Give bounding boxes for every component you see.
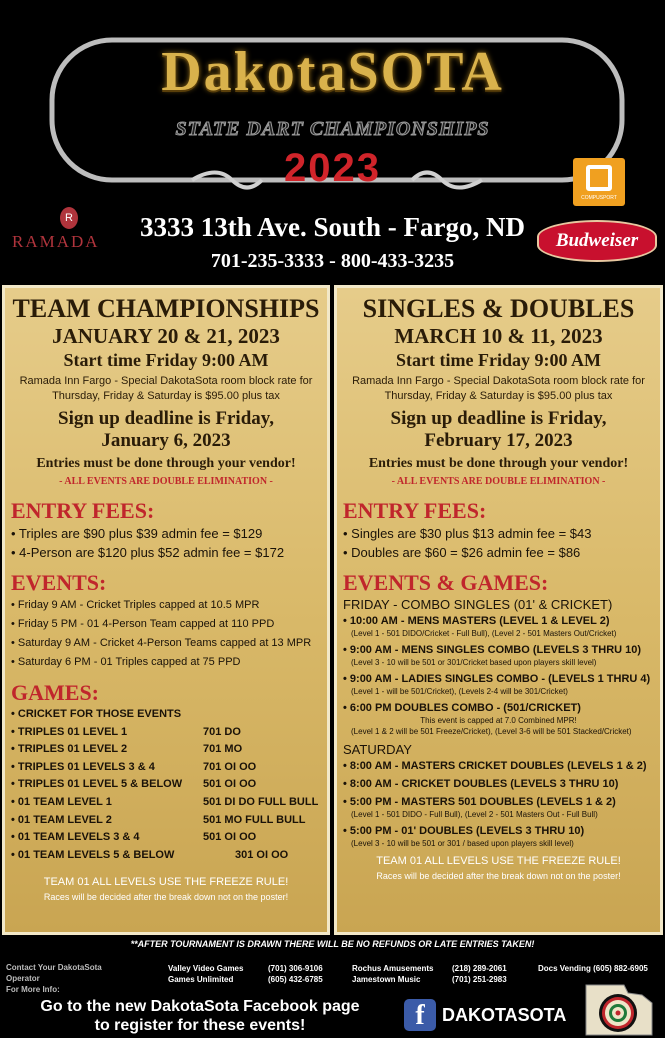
facebook-callout-line-2: to register for these events! [94, 1017, 306, 1034]
vendor-column [538, 963, 648, 974]
vendor-phone: (218) 289-2061 [452, 964, 507, 973]
saturday-event-title: • 5:00 PM - 01' DOUBLES (LEVELS 3 THRU 10) [343, 825, 585, 837]
contact-label-line-2: For More Info: [6, 985, 60, 994]
ramada-logo-text: RAMADA [12, 232, 100, 251]
game-name: • 01 TEAM LEVEL 2 [11, 813, 112, 826]
game-name: • 01 TEAM LEVEL 1 [11, 795, 112, 808]
budweiser-logo-text: Budweiser [555, 230, 639, 251]
game-name: • 01 TEAM LEVELS 3 & 4 [11, 831, 140, 844]
game-name: • 01 TEAM LEVELS 5 & BELOW [11, 848, 175, 861]
singles-fee-item: • Singles are $30 plus $13 admin fee = $43 [343, 526, 592, 541]
vendor-phone: (701) 251-2983 [452, 975, 507, 984]
friday-event-title: • 9:00 AM - LADIES SINGLES COMBO - (LEVELS 1 THRU 4) [343, 673, 651, 685]
saturday-event-title: • 5:00 PM - MASTERS 501 DOUBLES (LEVELS 1 & 2) [343, 796, 616, 808]
team-game-row [5, 724, 327, 742]
game-name: • TRIPLES 01 LEVEL 5 & BELOW [11, 778, 183, 791]
venue-address: 3333 13th Ave. South - Fargo, ND [139, 212, 525, 242]
game-code: 501 OI OO [203, 831, 257, 844]
vendor-column [268, 963, 323, 985]
friday-event-title: • 9:00 AM - MENS SINGLES COMBO (LEVELS 3 THRU 10) [343, 644, 642, 656]
team-game-row [5, 741, 327, 759]
game-code: 501 MO FULL BULL [203, 813, 306, 826]
team-game-row [5, 759, 327, 777]
team-games-heading: GAMES: [11, 680, 99, 705]
event-year: 2023 [284, 146, 381, 190]
singles-races-note: Races will be decided after the break down not on the poster! [376, 871, 621, 881]
team-dates: JANUARY 20 & 21, 2023 [52, 324, 280, 348]
friday-event-title: • 6:00 PM DOUBLES COMBO - (501/CRICKET) [343, 702, 581, 714]
facebook-callout-line-1: Go to the new DakotaSota Facebook page [40, 998, 360, 1015]
team-fee-item: • Triples are $90 plus $39 admin fee = $129 [11, 526, 263, 541]
game-code: 501 DI DO FULL BULL [203, 795, 319, 808]
footer [0, 935, 665, 1038]
singles-events-heading: EVENTS & GAMES: [343, 570, 549, 595]
team-hotel-info: Ramada Inn Fargo - Special DakotaSota room block rate for Thursday, Friday & Saturday is $95.00 plus tax [19, 375, 313, 402]
friday-event-detail: (Level 3 - 10 will be 501 or 301/Cricket based upon players skill level) [351, 658, 597, 667]
compusport-logo-text: COMPUSPORT [581, 195, 617, 201]
refund-policy-note: **AFTER TOURNAMENT IS DRAWN THERE WILL BE NO REFUNDS OR LATE ENTRIES TAKEN! [130, 939, 535, 949]
vendor-name: Games Unlimited [168, 975, 234, 984]
team-event-item: • Friday 9 AM - Cricket Triples capped at 10.5 MPR [11, 599, 260, 611]
team-game-row [5, 847, 327, 865]
team-events-heading: EVENTS: [11, 570, 107, 595]
game-code: 701 OI OO [203, 760, 257, 773]
saturday-label: SATURDAY [343, 742, 412, 757]
game-name: • CRICKET FOR THOSE EVENTS [11, 708, 182, 720]
vendor-phone: (701) 306-9106 [268, 964, 323, 973]
singles-fees-heading: ENTRY FEES: [343, 498, 487, 523]
subtitle: STATE DART CHAMPIONSHIPS [175, 118, 490, 140]
team-event-item: • Saturday 6 PM - 01 Triples capped at 75 PPD [11, 656, 241, 668]
singles-dates: MARCH 10 & 11, 2023 [394, 324, 603, 348]
contact-label-line-1: Contact Your DakotaSota Operator [6, 963, 102, 983]
game-code: 701 MO [203, 743, 243, 756]
game-name: • TRIPLES 01 LEVEL 1 [11, 725, 128, 738]
compusport-mark-icon [586, 165, 612, 191]
vendor-phone: (605) 432-6785 [268, 975, 323, 984]
singles-doubles-panel [334, 285, 663, 935]
vendor-name: Rochus Amusements [352, 964, 434, 973]
vendor-name: Docs Vending [538, 964, 591, 973]
vendor-column [168, 963, 243, 985]
vendor-name: Valley Video Games [168, 964, 244, 973]
facebook-icon[interactable]: f [404, 999, 436, 1031]
saturday-event-title: • 8:00 AM - CRICKET DOUBLES (LEVELS 3 THRU 10) [343, 778, 619, 790]
team-event-item: • Friday 5 PM - 01 4-Person Team capped at 110 PPD [11, 618, 275, 630]
vendor-column [352, 963, 434, 985]
vendor-name: Jamestown Music [352, 975, 421, 984]
singles-hotel-info: Ramada Inn Fargo - Special DakotaSota room block rate for Thursday, Friday & Saturday is $95.00 plus tax [352, 375, 645, 402]
game-name: • TRIPLES 01 LEVELS 3 & 4 [11, 760, 155, 773]
facebook-callout [0, 997, 400, 1035]
singles-vendor-note: Entries must be done through your vendor! [368, 456, 629, 471]
compusport-logo [573, 158, 625, 206]
team-races-note: Races will be decided after the break down not on the poster! [43, 892, 289, 903]
friday-event-detail: (Level 1 - will be 501/Cricket), (Levels 2-4 will be 301/Cricket) [351, 687, 568, 696]
singles-deadline-line-1: Sign up deadline is Friday, [390, 408, 607, 429]
team-title: TEAM CHAMPIONSHIPS [12, 294, 320, 323]
singles-fee-item: • Doubles are $60 = $26 admin fee = $86 [343, 545, 581, 560]
team-vendor-note: Entries must be done through your vendor! [36, 456, 296, 471]
vendor-phone: (605) 882-6905 [593, 964, 648, 973]
friday-event-detail: (Level 1 - 501 DIDO/Cricket - Full Bull), (Level 2 - 501 Masters Out/Cricket) [351, 629, 617, 638]
game-name: • TRIPLES 01 LEVEL 2 [11, 743, 128, 756]
contact-label [6, 962, 126, 995]
friday-label: FRIDAY - COMBO SINGLES (01' & CRICKET) [343, 597, 613, 612]
team-deadline-line-1: Sign up deadline is Friday, [58, 408, 274, 429]
team-game-row [5, 706, 327, 724]
saturday-event-detail: (Level 3 - 10 will be 501 or 301 / based upon players skill level) [351, 839, 574, 848]
team-elimination-note: - ALL EVENTS ARE DOUBLE ELIMINATION - [59, 476, 273, 487]
team-start-time: Start time Friday 9:00 AM [63, 350, 269, 370]
game-code: 701 DO [203, 725, 241, 738]
singles-elimination-note: - ALL EVENTS ARE DOUBLE ELIMINATION - [391, 476, 606, 487]
friday-event-title: • 10:00 AM - MENS MASTERS (LEVEL 1 & LEVEL 2) [343, 615, 610, 627]
team-game-row [5, 829, 327, 847]
ramada-mark-icon: R [60, 207, 78, 229]
team-freeze-rule: TEAM 01 ALL LEVELS USE THE FREEZE RULE! [43, 876, 289, 889]
vendor-column [452, 963, 507, 985]
friday-event-detail: (Level 1 & 2 will be 501 Freeze/Cricket), (Level 3-6 will be 501 Stacked/Cricket) [351, 727, 632, 736]
friday-event-cap-note: This event is capped at 7.0 Combined MPR! [420, 716, 577, 725]
singles-freeze-rule: TEAM 01 ALL LEVELS USE THE FREEZE RULE! [376, 855, 621, 867]
game-code: 501 OI OO [203, 778, 257, 791]
team-game-row [5, 776, 327, 794]
brand-title: DakotaSOTA [161, 41, 504, 103]
saturday-event-detail: (Level 1 - 501 DIDO - Full Bull), (Level 2 - 501 Masters Out - Full Bull) [351, 810, 598, 819]
venue-phones: 701-235-3333 - 800-433-3235 [210, 250, 455, 272]
dartboard-map-icon [584, 983, 654, 1037]
facebook-page-name[interactable]: DAKOTASOTA [442, 1005, 567, 1025]
game-code: 301 OI OO [235, 848, 289, 861]
team-game-row [5, 812, 327, 830]
singles-title: SINGLES & DOUBLES [362, 294, 635, 323]
singles-start-time: Start time Friday 9:00 AM [396, 350, 601, 370]
team-event-item: • Saturday 9 AM - Cricket 4-Person Teams capped at 13 MPR [11, 637, 312, 649]
team-fee-item: • 4-Person are $120 plus $52 admin fee = $172 [11, 545, 285, 560]
header [0, 0, 665, 285]
saturday-event-title: • 8:00 AM - MASTERS CRICKET DOUBLES (LEVELS 1 & 2) [343, 760, 647, 772]
singles-deadline-line-2: February 17, 2023 [424, 430, 573, 451]
team-championships-panel [2, 285, 330, 935]
team-game-row [5, 794, 327, 812]
team-deadline-line-2: January 6, 2023 [101, 430, 231, 451]
team-fees-heading: ENTRY FEES: [11, 498, 155, 523]
